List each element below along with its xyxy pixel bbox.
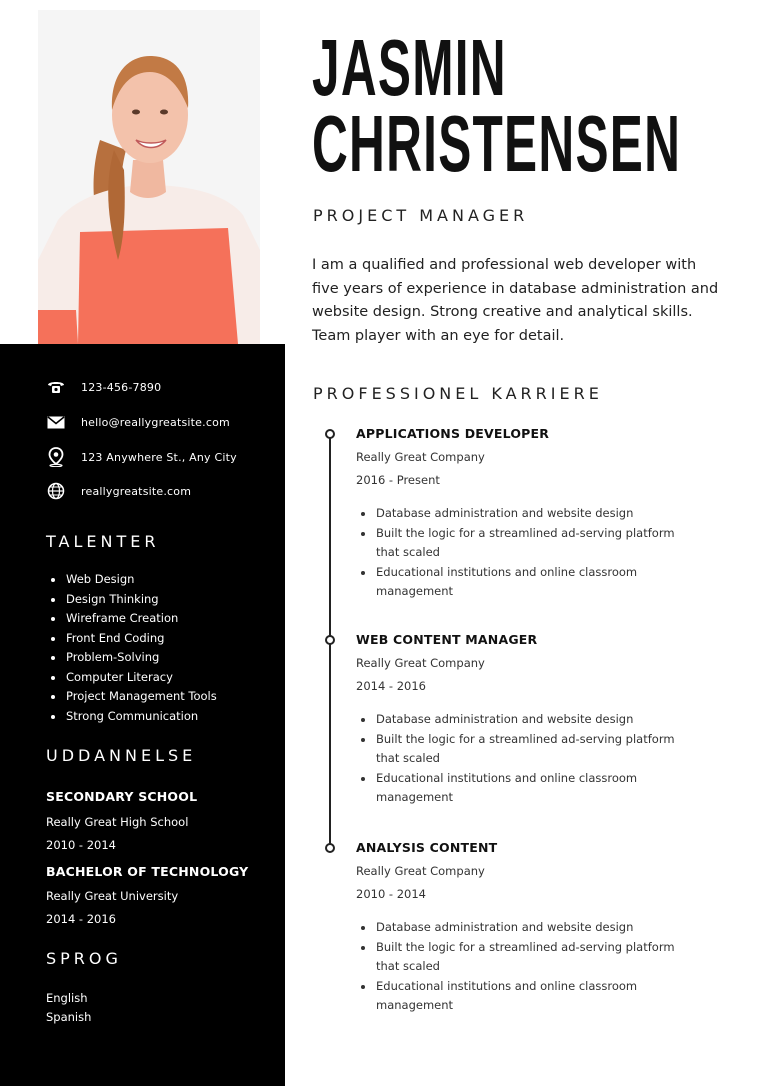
- education-years: 2010 - 2014: [46, 838, 116, 852]
- list-item: Project Management Tools: [46, 687, 217, 707]
- job-dates: 2010 - 2014: [356, 887, 426, 901]
- job-title: ANALYSIS CONTENT: [356, 840, 498, 855]
- job-bullets: [356, 504, 701, 602]
- job-company: Really Great Company: [356, 450, 485, 464]
- job-dates: 2014 - 2016: [356, 679, 426, 693]
- list-item: Built the logic for a streamlined ad-serving platform that scaled: [356, 524, 701, 563]
- list-item: Wireframe Creation: [46, 609, 217, 629]
- job-company: Really Great Company: [356, 864, 485, 878]
- address-text: 123 Anywhere St., Any City: [81, 450, 237, 464]
- list-item: Educational institutions and online classroom management: [356, 769, 701, 808]
- job-entry: [356, 840, 746, 1016]
- last-name: CHRISTENSEN: [312, 99, 682, 188]
- full-name: [312, 23, 682, 188]
- education-heading: UDDANNELSE: [46, 746, 197, 765]
- list-item: Web Design: [46, 570, 217, 590]
- job-bullets: [356, 710, 701, 808]
- contact-email: [46, 411, 230, 433]
- job-role: PROJECT MANAGER: [313, 206, 529, 225]
- career-heading: PROFESSIONEL KARRIERE: [313, 384, 603, 403]
- list-item: Database administration and website design: [356, 504, 701, 524]
- list-item: Built the logic for a streamlined ad-serving platform that scaled: [356, 730, 701, 769]
- list-item: Strong Communication: [46, 707, 217, 727]
- languages-heading: SPROG: [46, 949, 122, 968]
- envelope-icon: [46, 412, 66, 432]
- list-item: Computer Literacy: [46, 668, 217, 688]
- list-item: Front End Coding: [46, 629, 217, 649]
- phone-text: 123-456-7890: [81, 380, 162, 394]
- email-text: hello@reallygreatsite.com: [81, 415, 230, 429]
- globe-icon: [46, 481, 66, 501]
- job-company: Really Great Company: [356, 656, 485, 670]
- timeline-dot: [325, 635, 335, 645]
- education-years: 2014 - 2016: [46, 912, 116, 926]
- list-item: Problem-Solving: [46, 648, 217, 668]
- timeline-dot: [325, 429, 335, 439]
- profile-summary: I am a qualified and professional web developer with five years of experience in database administration and website design. Strong creative and analytical skills. Team player with an eye for detail.: [312, 257, 719, 344]
- job-title: WEB CONTENT MANAGER: [356, 632, 538, 647]
- language-item: Spanish: [46, 1010, 92, 1024]
- website-text: reallygreatsite.com: [81, 484, 192, 498]
- education-school: Really Great High School: [46, 815, 189, 829]
- profile-photo: [38, 10, 260, 344]
- list-item: Design Thinking: [46, 590, 217, 610]
- language-item: English: [46, 991, 88, 1005]
- education-school: Really Great University: [46, 889, 179, 903]
- job-dates: 2016 - Present: [356, 473, 440, 487]
- phone-icon: [46, 377, 66, 397]
- list-item: Educational institutions and online classroom management: [356, 977, 701, 1016]
- job-entry: [356, 426, 746, 602]
- first-name: JASMIN: [312, 23, 507, 112]
- job-title: APPLICATIONS DEVELOPER: [356, 426, 550, 441]
- contact-website: [46, 480, 191, 502]
- job-bullets: [356, 918, 701, 1016]
- education-title: BACHELOR OF TECHNOLOGY: [46, 864, 249, 879]
- skills-heading: TALENTER: [46, 532, 160, 551]
- sidebar: [0, 344, 285, 1086]
- list-item: Educational institutions and online classroom management: [356, 563, 701, 602]
- list-item: Built the logic for a streamlined ad-serving platform that scaled: [356, 938, 701, 977]
- contact-address: [46, 446, 237, 468]
- timeline-dot: [325, 843, 335, 853]
- education-title: SECONDARY SCHOOL: [46, 789, 198, 804]
- job-entry: [356, 632, 746, 808]
- map-pin-icon: [46, 447, 66, 467]
- skills-list: [46, 570, 217, 726]
- contact-phone: [46, 376, 161, 398]
- list-item: Database administration and website design: [356, 710, 701, 730]
- list-item: Database administration and website design: [356, 918, 701, 938]
